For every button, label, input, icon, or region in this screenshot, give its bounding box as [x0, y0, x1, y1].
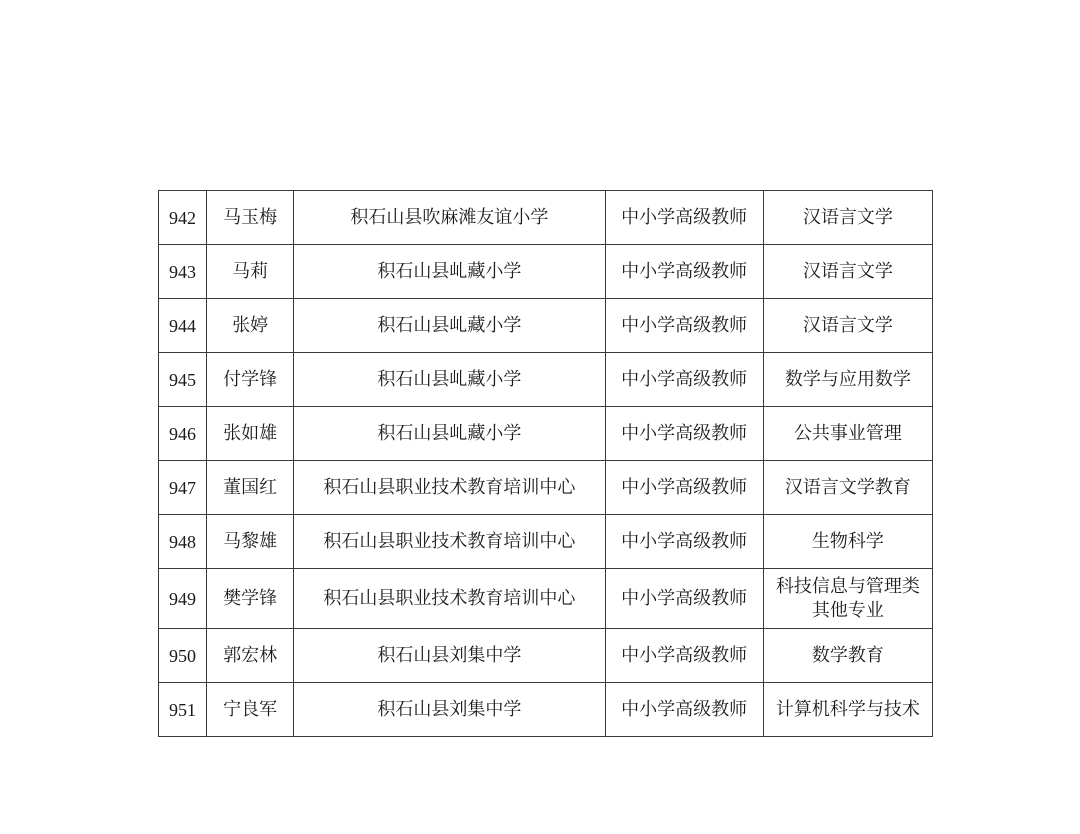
major-text: 数学教育 — [811, 644, 884, 666]
professional-title: 中小学高级教师 — [605, 407, 763, 461]
major-text: 计算机科学与技术 — [775, 698, 920, 720]
major — [763, 461, 932, 515]
row-number: 949 — [159, 569, 207, 629]
row-number: 945 — [159, 353, 207, 407]
major-text: 公共事业管理 — [793, 422, 902, 444]
row-number: 950 — [159, 629, 207, 683]
teacher-name: 张婷 — [207, 299, 294, 353]
professional-title: 中小学高级教师 — [605, 461, 763, 515]
teacher-roster-table — [158, 190, 933, 737]
professional-title: 中小学高级教师 — [605, 569, 763, 629]
major — [763, 245, 932, 299]
school-name: 积石山县乢藏小学 — [294, 353, 605, 407]
table-row — [159, 515, 933, 569]
teacher-name: 樊学锋 — [207, 569, 294, 629]
school-name: 积石山县职业技术教育培训中心 — [294, 461, 605, 515]
major-text: 汉语言文学 — [802, 314, 893, 336]
school-name: 积石山县职业技术教育培训中心 — [294, 515, 605, 569]
major — [763, 299, 932, 353]
teacher-name: 马莉 — [207, 245, 294, 299]
school-name: 积石山县吹麻滩友谊小学 — [294, 191, 605, 245]
major — [763, 515, 932, 569]
school-name: 积石山县乢藏小学 — [294, 407, 605, 461]
teacher-name: 马黎雄 — [207, 515, 294, 569]
table-row — [159, 299, 933, 353]
table-row — [159, 461, 933, 515]
school-name: 积石山县刘集中学 — [294, 629, 605, 683]
teacher-name: 董国红 — [207, 461, 294, 515]
major-text: 数学与应用数学 — [784, 368, 911, 390]
major-text: 汉语言文学教育 — [784, 476, 911, 498]
school-name: 积石山县职业技术教育培训中心 — [294, 569, 605, 629]
major — [763, 407, 932, 461]
teacher-name: 马玉梅 — [207, 191, 294, 245]
major — [763, 353, 932, 407]
major-text: 汉语言文学 — [802, 206, 893, 228]
major — [763, 629, 932, 683]
teacher-name: 付学锋 — [207, 353, 294, 407]
professional-title: 中小学高级教师 — [605, 353, 763, 407]
major — [763, 569, 932, 629]
table-row — [159, 245, 933, 299]
major-text: 生物科学 — [811, 530, 884, 552]
table-row — [159, 629, 933, 683]
table-row — [159, 569, 933, 629]
row-number: 951 — [159, 683, 207, 737]
table-row — [159, 407, 933, 461]
professional-title: 中小学高级教师 — [605, 245, 763, 299]
professional-title: 中小学高级教师 — [605, 683, 763, 737]
school-name: 积石山县乢藏小学 — [294, 299, 605, 353]
row-number: 948 — [159, 515, 207, 569]
teacher-name: 张如雄 — [207, 407, 294, 461]
major — [763, 683, 932, 737]
major-text: 汉语言文学 — [802, 260, 893, 282]
table-row — [159, 191, 933, 245]
table-row — [159, 683, 933, 737]
professional-title: 中小学高级教师 — [605, 191, 763, 245]
teacher-name: 宁良军 — [207, 683, 294, 737]
major-text: 其他专业 — [811, 599, 884, 621]
professional-title: 中小学高级教师 — [605, 515, 763, 569]
major-text: 科技信息与管理类 — [775, 575, 920, 597]
school-name: 积石山县刘集中学 — [294, 683, 605, 737]
major — [763, 191, 932, 245]
professional-title: 中小学高级教师 — [605, 629, 763, 683]
row-number: 946 — [159, 407, 207, 461]
row-number: 947 — [159, 461, 207, 515]
table-row — [159, 353, 933, 407]
teacher-name: 郭宏林 — [207, 629, 294, 683]
school-name: 积石山县乢藏小学 — [294, 245, 605, 299]
professional-title: 中小学高级教师 — [605, 299, 763, 353]
row-number: 942 — [159, 191, 207, 245]
row-number: 943 — [159, 245, 207, 299]
row-number: 944 — [159, 299, 207, 353]
